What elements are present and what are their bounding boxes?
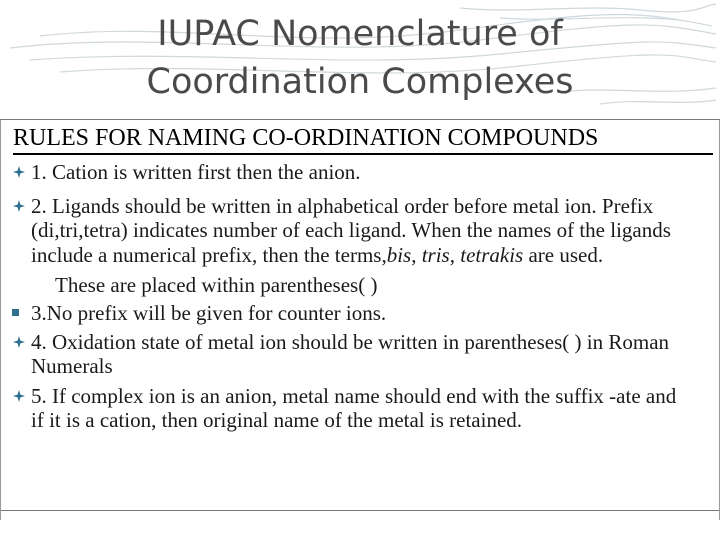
rule-3 [10,301,694,325]
term-tris: tris [421,242,450,267]
content-frame-bottom [0,510,720,511]
rule-2-end: are used. [523,242,604,267]
sparkle-icon [13,166,25,178]
title-line-1: IUPAC Nomenclature of [157,14,563,54]
rule-2 [10,194,694,297]
rule-4-text: 4. Oxidation state of metal ion should be written in parentheses( ) in Roman Numerals [31,330,670,379]
sparkle-icon [13,336,25,348]
term-separator: , [449,242,461,267]
section-heading: RULES FOR NAMING CO-ORDINATION COMPOUNDS [13,124,713,155]
content-frame-top [0,119,720,120]
square-icon [12,309,19,316]
title-line-2: Coordination Complexes [146,62,574,102]
rule-5 [10,384,694,432]
rule-2-note: These are placed within parentheses( ) [55,272,378,297]
rule-1-text: 1. Cation is written first then the anion. [31,160,361,184]
rule-3-text: 3.No prefix will be given for counter ions. [31,301,387,326]
term-separator: , [411,242,422,267]
rule-1 [10,160,694,184]
slide-title [60,10,660,106]
term-bis: bis [386,242,412,267]
rule-5-text: 5. If complex ion is an anion, metal name should end with the suffix -ate and if it is a cation, then original name of the metal is retained. [31,383,677,432]
rules-list [10,160,694,432]
sparkle-icon [13,390,25,402]
sparkle-icon [13,200,25,212]
rule-4 [10,330,694,378]
term-tetrakis: tetrakis [460,242,524,267]
content-frame-left [0,120,1,520]
rule-2-text: 2. Ligands should be written in alphabetical order before metal ion. Prefix (di,tri,tetra) indicates number of each ligand. When the names of the ligands include a numerical prefix, then the terms, [31,194,671,267]
